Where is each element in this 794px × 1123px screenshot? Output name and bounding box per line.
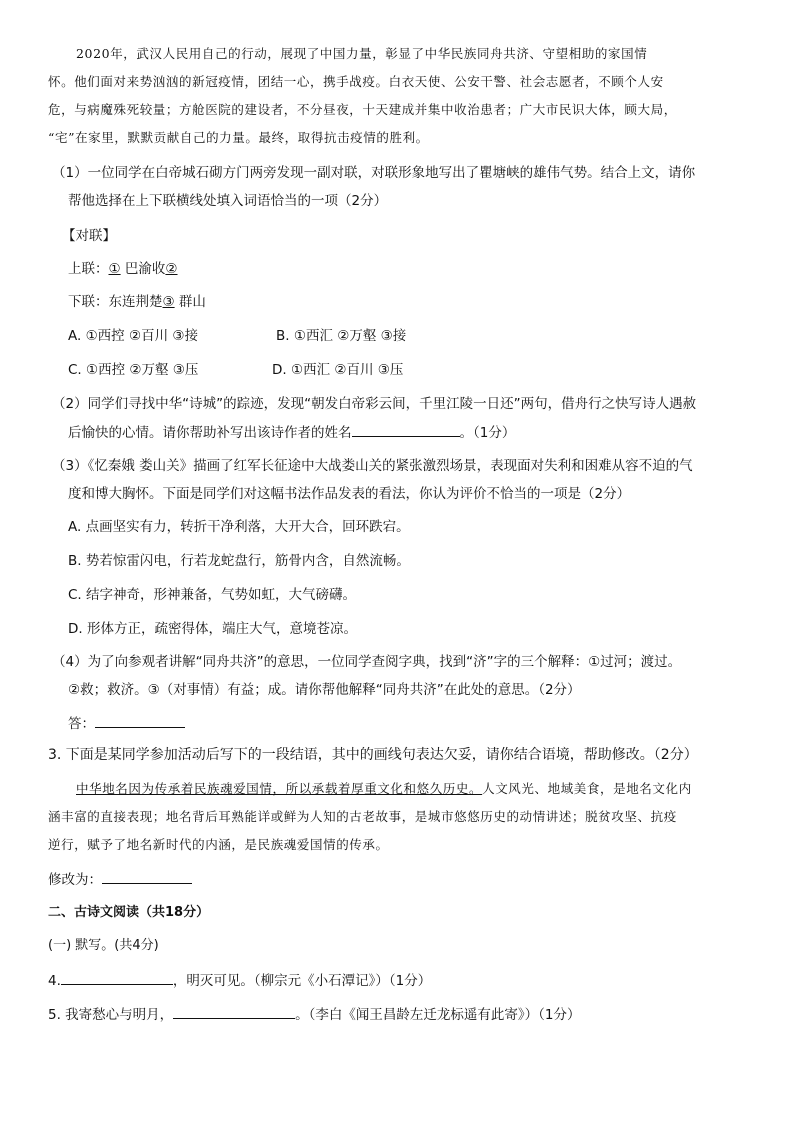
q3-option-d: D. 形体方正，疏密得体，端庄大气，意境苍凉。 (68, 621, 357, 637)
passage-line-1: 2020年，武汉人民用自己的行动，展现了中国力量，彰显了中华民族同舟共济、守望相助的家国情 (76, 46, 648, 61)
q3-option-b: B. 势若惊雷闪电，行若龙蛇盘行，筋骨内含，自然流畅。 (68, 553, 410, 569)
q1-option-d: D. ①西汇 ②百川 ③压 (272, 362, 404, 378)
underlined-sentence: 中华地名因为传承着民族魂爱国情，所以承载着厚重文化和悠久历史。 (76, 781, 483, 796)
lower-suffix: 群山 (178, 294, 206, 310)
revise-answer-blank[interactable] (102, 869, 192, 884)
couplet-upper (68, 259, 178, 279)
q4-answer-label: 答： (68, 716, 95, 732)
q2-line-2-text: 后愉快的心情。请你帮助补写出该诗作者的姓名 (68, 425, 352, 441)
q1-line-1: （1）一位同学在白帝城石砌方门两旁发现一副对联，对联形象地写出了瞿塘峡的雄伟气势。结合上文，请你 (52, 165, 696, 181)
q-revise-stem: 3. 下面是某同学参加活动后写下的一段结语，其中的画线句表达欠妥，请你结合语境，帮助修改。（2分） (48, 747, 698, 763)
q1-option-c: C. ①西控 ②万壑 ③压 (68, 362, 199, 378)
q1-option-a: A. ①西控 ②百川 ③接 (68, 328, 198, 344)
section-2-subtitle: (一) 默写。(共4分) (48, 938, 159, 953)
dictation-4-blank[interactable] (61, 970, 173, 985)
q2-line-1: （2）同学们寻找中华“诗城”的踪迹，发现“朝发白帝彩云间，千里江陵一日还”两句，借舟行之快写诗人遇赦 (52, 396, 697, 412)
q5-dictation-text: 5. 我寄愁心与明月， (48, 1007, 174, 1023)
passage-line-3: 危，与病魔殊死较量；方舱医院的建设者，不分昼夜，十天建成并集中收治患者；广大市民识大体，顾大局， (48, 102, 677, 117)
couplet-title: 【对联】 (62, 228, 116, 244)
revise-paragraph-line-3: 逆行，赋予了地名新时代的内涵，是民族魂爱国情的传承。 (48, 837, 389, 852)
q1-line-2: 帮他选择在上下联横线处填入词语恰当的一项（2分） (68, 193, 388, 209)
q2-answer-blank[interactable] (352, 422, 460, 437)
q-dictation-4 (48, 970, 431, 991)
revise-answer-line (48, 869, 192, 890)
q2-line-2 (68, 422, 515, 443)
q4-number: 4. (48, 973, 61, 989)
q3-line-1: （3）《忆秦娥 娄山关》描画了红军长征途中大战娄山关的紧张激烈场景，表现面对失利和困难从容不迫的气 (52, 458, 693, 474)
section-2-title: 二、古诗文阅读（共18分） (48, 905, 210, 920)
q2-score: 。（1分） (459, 425, 516, 441)
q4-line-2: ②救；救济。③（对事情）有益；成。请你帮他解释“同舟共济”在此处的意思。（2分） (68, 682, 581, 698)
q4-dictation-text: ，明灭可见。（柳宗元《小石潭记》）（1分） (172, 973, 432, 989)
passage-line-2: 怀。他们面对来势汹汹的新冠疫情，团结一心，携手战疫。白衣天使、公安干警、社会志愿者，不顾个人安 (48, 74, 664, 89)
upper-blank-2: ② (165, 261, 178, 277)
q-dictation-5 (48, 1004, 581, 1025)
revise-label: 修改为： (48, 872, 102, 888)
upper-mid: 巴渝收 (124, 261, 166, 277)
q4-line-1: （4）为了向参观者讲解“同舟共济”的意思，一位同学查阅字典，找到“济”字的三个解释：①过河；渡过。 (52, 654, 682, 670)
lower-blank-3: ③ (162, 294, 175, 310)
lower-prefix: 下联：东连荆楚 (68, 294, 163, 310)
revise-paragraph-line-2: 涵丰富的直接表现；地名背后耳熟能详或鲜为人知的古老故事，是城市悠悠历史的动情讲述；脱贫攻坚、抗疫 (48, 809, 677, 824)
dictation-5-blank[interactable] (173, 1004, 295, 1019)
upper-blank-1: ① (108, 261, 121, 277)
q4-answer-blank[interactable] (95, 713, 185, 728)
paragraph-rest: 人文风光、地域美食，是地名文化内 (482, 781, 692, 796)
q4-answer-line (68, 713, 185, 734)
q3-line-2: 度和博大胸怀。下面是同学们对这幅书法作品发表的看法，你认为评价不恰当的一项是（2分） (68, 486, 631, 502)
upper-prefix: 上联： (68, 261, 109, 277)
q3-option-a: A. 点画坚实有力，转折干净利落，大开大合，回环跌宕。 (68, 519, 410, 535)
passage-line-4: “宅”在家里，默默贡献自己的力量。最终，取得抗击疫情的胜利。 (48, 130, 429, 145)
q5-dictation-source: 。（李白《闻王昌龄左迁龙标遥有此寄》）（1分） (295, 1007, 581, 1023)
couplet-lower (68, 292, 206, 312)
revise-paragraph-line-1 (76, 779, 692, 799)
q3-option-c: C. 结字神奇，形神兼备，气势如虹，大气磅礴。 (68, 587, 357, 603)
q1-option-b: B. ①西汇 ②万壑 ③接 (276, 328, 407, 344)
